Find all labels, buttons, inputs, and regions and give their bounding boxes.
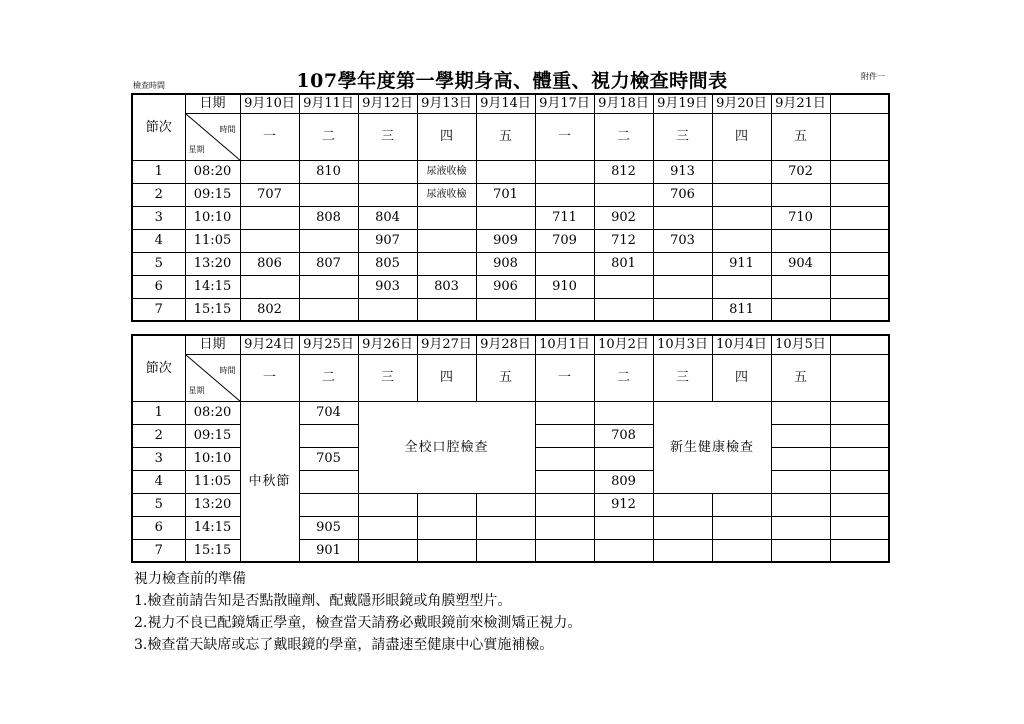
class-cell: 701 [476,183,535,206]
class-cell [830,160,889,183]
table-row [132,160,889,183]
date-cell: 9月21日 [771,94,830,113]
class-cell: 708 [594,424,653,447]
time-label: 時間 [219,124,236,134]
period-time: 14:15 [185,516,240,539]
table-row [132,275,889,298]
period-time: 10:10 [185,447,240,470]
weekday-cell: 一 [240,354,299,401]
class-cell [830,516,889,539]
period-header: 節次 [132,335,185,401]
class-cell: 706 [653,183,712,206]
time-label: 時間 [219,365,236,375]
class-cell [653,298,712,321]
schedule-table-1 [131,93,890,322]
class-cell [299,229,358,252]
period-time: 09:15 [185,424,240,447]
class-cell: 810 [299,160,358,183]
class-cell [830,183,889,206]
oral-exam-cell: 全校口腔檢查 [358,401,535,493]
date-cell [830,335,889,354]
class-cell: 710 [771,206,830,229]
class-cell: 711 [535,206,594,229]
class-cell [771,470,830,493]
class-cell: 901 [299,539,358,562]
weekday-cell: 二 [594,354,653,401]
class-cell [240,275,299,298]
class-cell [535,160,594,183]
class-cell [417,206,476,229]
class-cell [712,229,771,252]
class-cell [476,160,535,183]
diagonal-header-cell [185,113,240,160]
period-time: 14:15 [185,275,240,298]
class-cell [299,275,358,298]
period-time: 15:15 [185,298,240,321]
period-number: 2 [132,424,185,447]
weekday-cell: 四 [417,354,476,401]
class-cell [476,206,535,229]
class-cell [712,275,771,298]
class-cell [653,252,712,275]
class-cell: 806 [240,252,299,275]
date-cell: 10月4日 [712,335,771,354]
class-cell [771,447,830,470]
empty-cell [417,493,476,516]
class-cell [771,229,830,252]
class-cell: 804 [358,206,417,229]
empty-cell [712,516,771,539]
date-cell: 9月25日 [299,335,358,354]
empty-cell [653,516,712,539]
period-time: 10:10 [185,206,240,229]
class-cell: 910 [535,275,594,298]
class-cell: 911 [712,252,771,275]
date-cell: 10月5日 [771,335,830,354]
mid-autumn-holiday-cell: 中秋節 [240,401,299,562]
weekday-cell: 二 [299,354,358,401]
class-cell: 705 [299,447,358,470]
class-cell: 809 [594,470,653,493]
class-cell [771,183,830,206]
class-cell [712,160,771,183]
period-time: 08:20 [185,401,240,424]
class-cell [653,206,712,229]
class-cell [594,516,653,539]
class-cell: 704 [299,401,358,424]
date-cell: 9月11日 [299,94,358,113]
period-time: 08:20 [185,160,240,183]
class-cell [830,447,889,470]
date-header: 日期 [185,94,240,113]
weekday-cell: 一 [535,354,594,401]
class-cell: 902 [594,206,653,229]
empty-cell [712,539,771,562]
note-item: 1.檢查前請告知是否點散瞳劑、配戴隱形眼鏡或角膜塑型片。 [134,593,512,609]
class-cell [830,539,889,562]
class-cell [358,160,417,183]
empty-cell [358,516,417,539]
class-cell [535,424,594,447]
date-cell: 9月18日 [594,94,653,113]
class-cell [712,206,771,229]
table-row [132,206,889,229]
class-cell [830,275,889,298]
table-row [132,229,889,252]
date-cell: 10月1日 [535,335,594,354]
date-header: 日期 [185,335,240,354]
class-cell: 802 [240,298,299,321]
weekday-cell: 四 [417,113,476,160]
class-cell [299,493,358,516]
weekday-cell [830,354,889,401]
class-cell [771,493,830,516]
period-number: 4 [132,229,185,252]
period-number: 5 [132,493,185,516]
class-cell: 803 [417,275,476,298]
weekday-label: 星期 [188,385,205,395]
date-cell: 10月3日 [653,335,712,354]
weekday-cell: 三 [358,113,417,160]
date-cell: 9月14日 [476,94,535,113]
class-cell: 912 [594,493,653,516]
class-cell [830,229,889,252]
date-cell: 9月28日 [476,335,535,354]
period-number: 7 [132,298,185,321]
class-cell [830,424,889,447]
table-row [132,252,889,275]
class-cell [712,183,771,206]
class-cell [535,183,594,206]
schedule-table-2 [131,334,890,563]
class-cell: 909 [476,229,535,252]
class-cell: 812 [594,160,653,183]
date-cell: 9月20日 [712,94,771,113]
class-cell: 811 [712,298,771,321]
class-cell: 913 [653,160,712,183]
date-cell: 9月26日 [358,335,417,354]
diagonal-header-cell [185,354,240,401]
class-cell [830,401,889,424]
class-cell [358,183,417,206]
date-cell: 10月2日 [594,335,653,354]
period-number: 5 [132,252,185,275]
page-title: 107學年度第一學期身高、體重、視力檢查時間表 [296,70,728,92]
period-number: 2 [132,183,185,206]
weekday-cell: 五 [476,113,535,160]
class-cell [535,493,594,516]
class-cell [594,447,653,470]
class-cell [830,252,889,275]
class-cell [594,298,653,321]
period-number: 3 [132,447,185,470]
period-number: 4 [132,470,185,493]
class-cell [771,424,830,447]
class-cell [299,424,358,447]
class-cell: 712 [594,229,653,252]
date-cell: 9月24日 [240,335,299,354]
class-cell [535,516,594,539]
table-row [132,401,889,424]
class-cell: 801 [594,252,653,275]
weekday-cell: 五 [771,113,830,160]
class-cell [417,252,476,275]
empty-cell [476,539,535,562]
class-cell [240,229,299,252]
weekday-cell: 五 [476,354,535,401]
weekday-cell: 四 [712,354,771,401]
class-cell [594,539,653,562]
class-cell [594,401,653,424]
class-cell: 905 [299,516,358,539]
class-cell [830,206,889,229]
class-cell [771,539,830,562]
date-cell [830,94,889,113]
class-cell: 906 [476,275,535,298]
class-cell [771,275,830,298]
class-cell [830,298,889,321]
class-cell [535,401,594,424]
class-cell: 707 [240,183,299,206]
class-cell [299,298,358,321]
class-cell: 904 [771,252,830,275]
weekday-cell: 三 [653,354,712,401]
period-time: 13:20 [185,493,240,516]
weekday-cell: 四 [712,113,771,160]
class-cell [535,470,594,493]
empty-cell [358,539,417,562]
class-cell: 702 [771,160,830,183]
class-cell [476,298,535,321]
weekday-cell: 三 [358,354,417,401]
class-cell: 907 [358,229,417,252]
date-cell: 9月17日 [535,94,594,113]
note-item: 2.視力不良已配鏡矯正學童，檢查當天請務必戴眼鏡前來檢測矯正視力。 [134,615,582,631]
class-cell [653,275,712,298]
class-cell [594,275,653,298]
class-cell [594,183,653,206]
weekday-cell: 一 [535,113,594,160]
class-cell [535,447,594,470]
period-time: 13:20 [185,252,240,275]
period-number: 3 [132,206,185,229]
date-cell: 9月19日 [653,94,712,113]
header-right-label: 附件一 [861,72,885,81]
class-cell: 805 [358,252,417,275]
period-number: 1 [132,401,185,424]
table-row [132,298,889,321]
header-left-label: 檢查時間 [133,81,165,90]
period-time: 11:05 [185,470,240,493]
period-time: 15:15 [185,539,240,562]
class-cell [417,298,476,321]
class-cell [240,206,299,229]
period-number: 7 [132,539,185,562]
note-cell: 尿液收檢 [417,183,476,206]
class-cell [771,298,830,321]
empty-cell [417,516,476,539]
table-row [132,183,889,206]
class-cell [417,229,476,252]
empty-cell [476,516,535,539]
empty-cell [417,539,476,562]
date-cell: 9月13日 [417,94,476,113]
class-cell [830,493,889,516]
class-cell: 903 [358,275,417,298]
weekday-cell: 五 [771,354,830,401]
weekday-cell: 一 [240,113,299,160]
date-cell: 9月10日 [240,94,299,113]
class-cell [299,183,358,206]
class-cell [771,401,830,424]
class-cell: 709 [535,229,594,252]
weekday-cell: 二 [594,113,653,160]
note-item: 3.檢查當天缺席或忘了戴眼鏡的學童，請盡速至健康中心實施補檢。 [134,637,554,653]
weekday-label: 星期 [188,144,205,154]
class-cell [535,252,594,275]
class-cell [240,160,299,183]
weekday-cell [830,113,889,160]
class-cell [830,470,889,493]
class-cell [771,516,830,539]
period-number: 6 [132,516,185,539]
empty-cell [653,493,712,516]
weekday-cell: 二 [299,113,358,160]
date-cell: 9月27日 [417,335,476,354]
weekday-cell: 三 [653,113,712,160]
empty-cell [476,493,535,516]
date-cell: 9月12日 [358,94,417,113]
class-cell: 807 [299,252,358,275]
class-cell: 808 [299,206,358,229]
class-cell [535,298,594,321]
period-time: 09:15 [185,183,240,206]
class-cell: 703 [653,229,712,252]
empty-cell [358,493,417,516]
note-cell: 尿液收檢 [417,160,476,183]
period-number: 1 [132,160,185,183]
notes-heading: 視力檢查前的準備 [134,571,246,587]
class-cell: 908 [476,252,535,275]
period-header: 節次 [132,94,185,160]
empty-cell [653,539,712,562]
freshman-exam-cell: 新生健康檢查 [653,401,771,493]
class-cell [299,470,358,493]
period-number: 6 [132,275,185,298]
class-cell [535,539,594,562]
period-time: 11:05 [185,229,240,252]
empty-cell [712,493,771,516]
class-cell [358,298,417,321]
